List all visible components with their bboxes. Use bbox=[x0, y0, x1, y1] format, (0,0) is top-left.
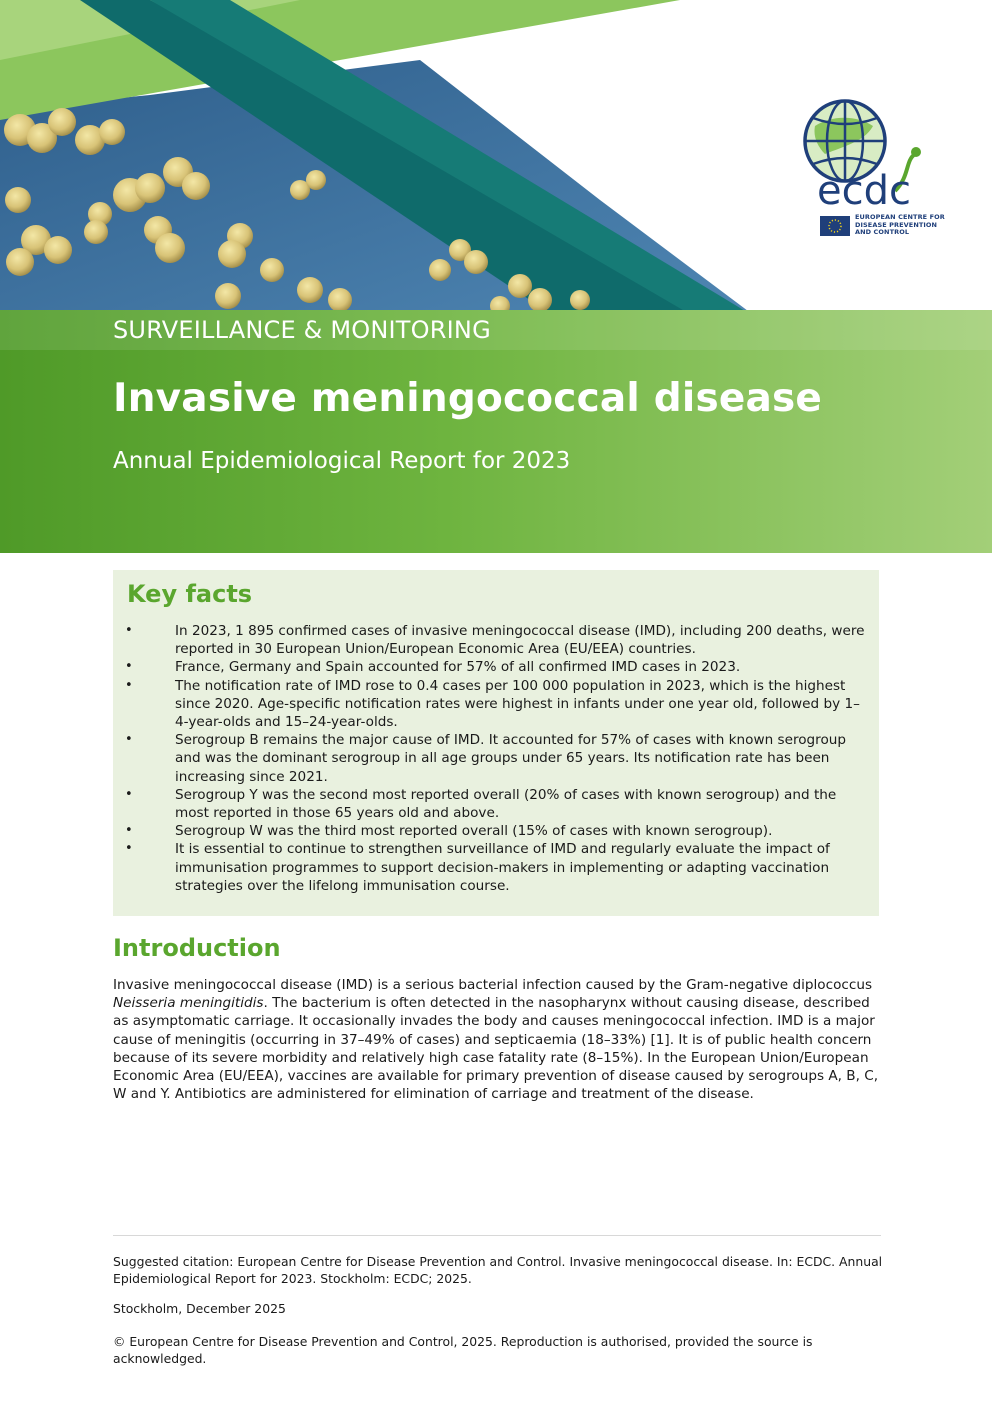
place-date: Stockholm, December 2025 bbox=[113, 1301, 286, 1316]
logo-org-line: EUROPEAN CENTRE FOR bbox=[855, 213, 945, 221]
key-fact-item bbox=[113, 658, 879, 676]
key-fact-text: In 2023, 1 895 confirmed cases of invasive meningococcal disease (IMD), including 200 deaths, were reported in 30 European Union/European Economic Area (EU/EEA) countries. bbox=[175, 623, 865, 658]
logo-organisation-name bbox=[855, 214, 965, 237]
copyright-notice: © European Centre for Disease Prevention and Control, 2025. Reproduction is authorised, provided the source is acknowledged. bbox=[113, 1334, 813, 1366]
key-fact-item bbox=[113, 786, 879, 822]
series-label: SURVEILLANCE & MONITORING bbox=[113, 316, 491, 344]
key-facts-list bbox=[113, 622, 879, 895]
logo-org-line: DISEASE PREVENTION bbox=[855, 220, 938, 229]
key-fact-text: It is essential to continue to strengthen surveillance of IMD and regularly evaluate the impact of immunisation programmes to support decision-makers in implementing or adapting vaccination strategies over the lifelong immunisation course. bbox=[175, 841, 830, 894]
key-facts-box bbox=[113, 570, 879, 916]
bullet: • bbox=[125, 823, 133, 839]
eu-flag-icon bbox=[820, 216, 850, 236]
logo-wordmark: ecdc bbox=[817, 168, 911, 214]
key-fact-item bbox=[113, 840, 879, 895]
key-fact-item bbox=[113, 731, 879, 786]
key-fact-text: Serogroup B remains the major cause of IMD. It accounted for 57% of cases with known serogroup and was the dominant serogroup in all age groups under 65 years. Its notification rate has been increasing since 2021. bbox=[175, 732, 847, 785]
intro-text: . The bacterium is often detected in the nasopharynx without causing disease, described as asymptomatic carriage. It occasionally invades the body and causes meningococcal infection. IMD is a major cause of meningitis (occurring in 37–49% of cases) and septicaemia (18–33%) [1]. It is of public health concern because of its severe morbidity and relatively high case fatality rate (8–15%). In the European Union/European Economic Area (EU/EEA), vaccines are available for primary prevention of disease caused by serogroups A, B, C, W and Y. Antibiotics are administered for elimination of carriage and treatment of the disease. bbox=[113, 995, 879, 1103]
intro-text: Invasive meningococcal disease (IMD) is a serious bacterial infection caused by the Gram-negative diplococcus bbox=[113, 977, 873, 993]
key-fact-text: France, Germany and Spain accounted for 57% of all confirmed IMD cases in 2023. bbox=[175, 659, 741, 676]
key-fact-item bbox=[113, 677, 879, 732]
suggested-citation: Suggested citation: European Centre for Disease Prevention and Control. Invasive meningococcal disease. In: ECDC. Annual Epidemiological Report for 2023. Stockholm: ECDC; 2025. bbox=[113, 1254, 883, 1286]
document-title: Invasive meningococcal disease bbox=[113, 376, 823, 421]
bullet: • bbox=[125, 786, 133, 802]
intro-italic-term: Neisseria meningitidis bbox=[113, 995, 264, 1012]
key-fact-item bbox=[113, 622, 879, 658]
title-banner bbox=[0, 310, 992, 553]
key-facts-heading: Key facts bbox=[127, 580, 253, 608]
key-fact-item bbox=[113, 822, 879, 840]
bullet: • bbox=[125, 732, 133, 748]
bullet: • bbox=[125, 623, 133, 638]
footer-divider bbox=[113, 1235, 881, 1236]
document-subtitle: Annual Epidemiological Report for 2023 bbox=[113, 448, 571, 474]
key-fact-text: Serogroup W was the third most reported overall (15% of cases with known serogroup). bbox=[175, 823, 773, 840]
bullet: • bbox=[125, 659, 133, 675]
key-fact-text: Serogroup Y was the second most reported overall (20% of cases with known serogroup) and the most reported in those 65 years old and above. bbox=[175, 786, 837, 822]
bullet: • bbox=[125, 677, 133, 693]
logo-org-line: AND CONTROL bbox=[855, 228, 910, 236]
introduction-heading: Introduction bbox=[113, 934, 281, 962]
bullet: • bbox=[125, 841, 133, 857]
introduction-paragraph bbox=[113, 976, 883, 1103]
key-fact-text: The notification rate of IMD rose to 0.4 cases per 100 000 population in 2023, which is the highest since 2020. Age-specific notification rates were highest in infants under one year old, followed by 1–4-year-olds and 15–24-year-olds. bbox=[175, 677, 860, 731]
